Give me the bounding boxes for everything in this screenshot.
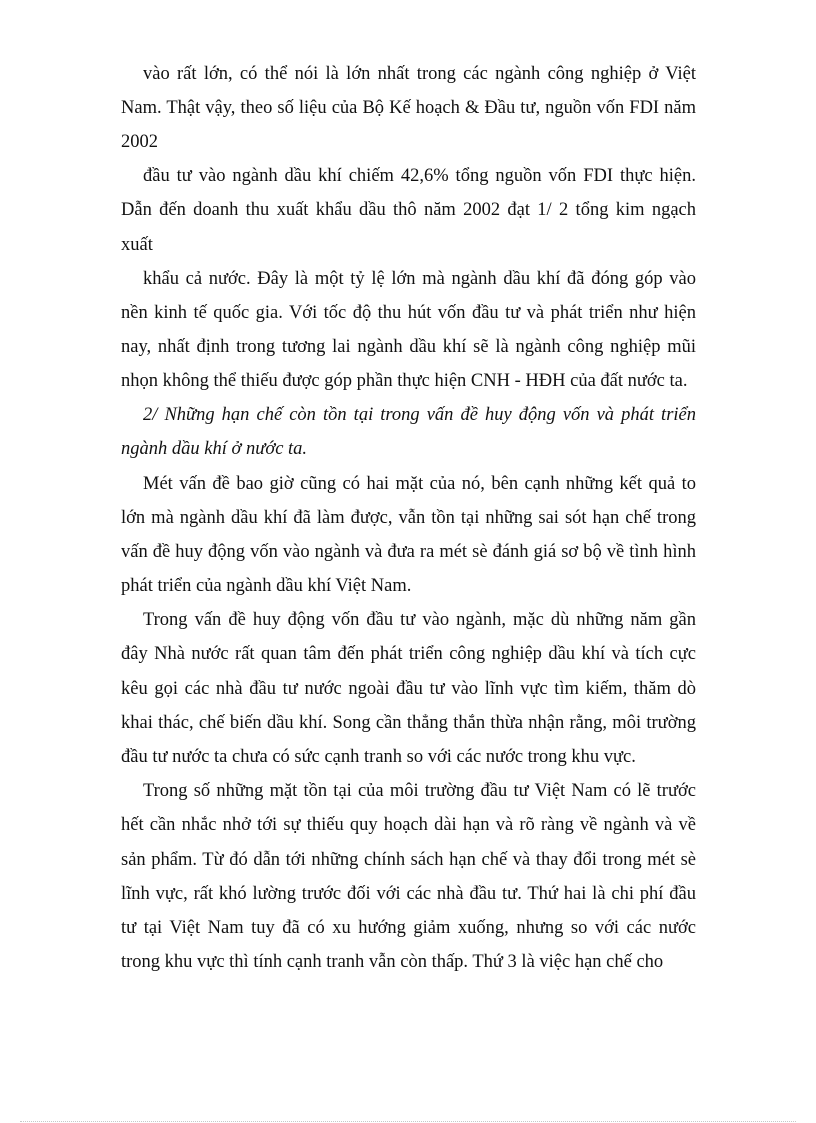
- text-line: nền kinh tế quốc gia. Với tốc độ thu hút vốn đầu tư và phát triển như hiện: [121, 303, 696, 323]
- text-line: Dẫn đến doanh thu xuất khẩu dầu thô năm 2002 đạt 1/ 2 tổng kim ngạch: [121, 200, 696, 220]
- text-line: hết cần nhắc nhở tới sự thiếu quy hoạch dài hạn và rõ ràng về ngành và về: [121, 815, 696, 835]
- text-line: vấn đề huy động vốn vào ngành và đưa ra mét sè đánh giá sơ bộ về tình hình: [121, 542, 696, 562]
- text-line: khai thác, chế biến dầu khí. Song cần thẳng thắn thừa nhận rằng, môi trường: [121, 713, 696, 733]
- text-line: lớn mà ngành dầu khí đã làm được, vẫn tồn tại những sai sót hạn chế trong: [121, 508, 696, 528]
- page-bottom-divider: [20, 1121, 796, 1122]
- text-line: xuất: [121, 235, 153, 255]
- text-line: Trong vấn đề huy động vốn đầu tư vào ngành, mặc dù những năm gần: [143, 610, 696, 630]
- section-heading-line: ngành dầu khí ở nước ta.: [121, 439, 308, 459]
- text-line: phát triển của ngành dầu khí Việt Nam.: [121, 576, 412, 596]
- text-line: sản phẩm. Từ đó dẫn tới những chính sách hạn chế và thay đổi trong mét sè: [121, 850, 696, 870]
- text-line: trong khu vực thì tính cạnh tranh vẫn còn thấp. Thứ 3 là việc hạn chế cho: [121, 952, 664, 972]
- text-line: Nam. Thật vậy, theo số liệu của Bộ Kế hoạch & Đầu tư, nguồn vốn FDI năm: [121, 98, 696, 118]
- text-line: nay, nhất định trong tương lai ngành dầu khí sẽ là ngành công nghiệp mũi: [121, 337, 696, 357]
- text-line: khẩu cả nước. Đây là một tỷ lệ lớn mà ngành dầu khí đã đóng góp vào: [143, 269, 696, 289]
- text-line: 2002: [121, 132, 158, 152]
- text-line: nhọn không thể thiếu được góp phần thực hiện CNH - HĐH của đất nước ta.: [121, 371, 688, 391]
- section-heading-line: 2/ Những hạn chế còn tồn tại trong vấn đề huy động vốn và phát triển: [143, 405, 696, 425]
- text-line: lĩnh vực, rất khó lường trước đối với các nhà đầu tư. Thứ hai là chi phí đầu: [121, 884, 696, 904]
- text-line: đây Nhà nước rất quan tâm đến phát triển công nghiệp dầu khí và tích cực: [121, 644, 696, 664]
- text-line: đầu tư nước ta chưa có sức cạnh tranh so với các nước trong khu vực.: [121, 747, 636, 767]
- text-line: Mét vấn đề bao giờ cũng có hai mặt của nó, bên cạnh những kết quả to: [143, 474, 696, 494]
- text-line: đầu tư vào ngành dầu khí chiếm 42,6% tổng nguồn vốn FDI thực hiện.: [143, 166, 696, 186]
- text-line: vào rất lớn, có thể nói là lớn nhất trong các ngành công nghiệp ở Việt: [143, 64, 696, 84]
- text-line: tư tại Việt Nam tuy đã có xu hướng giảm xuống, nhưng so với các nước: [121, 918, 696, 938]
- text-line: kêu gọi các nhà đầu tư nước ngoài đầu tư vào lĩnh vực tìm kiếm, thăm dò: [121, 679, 696, 699]
- text-line: Trong số những mặt tồn tại của môi trường đầu tư Việt Nam có lẽ trước: [143, 781, 696, 801]
